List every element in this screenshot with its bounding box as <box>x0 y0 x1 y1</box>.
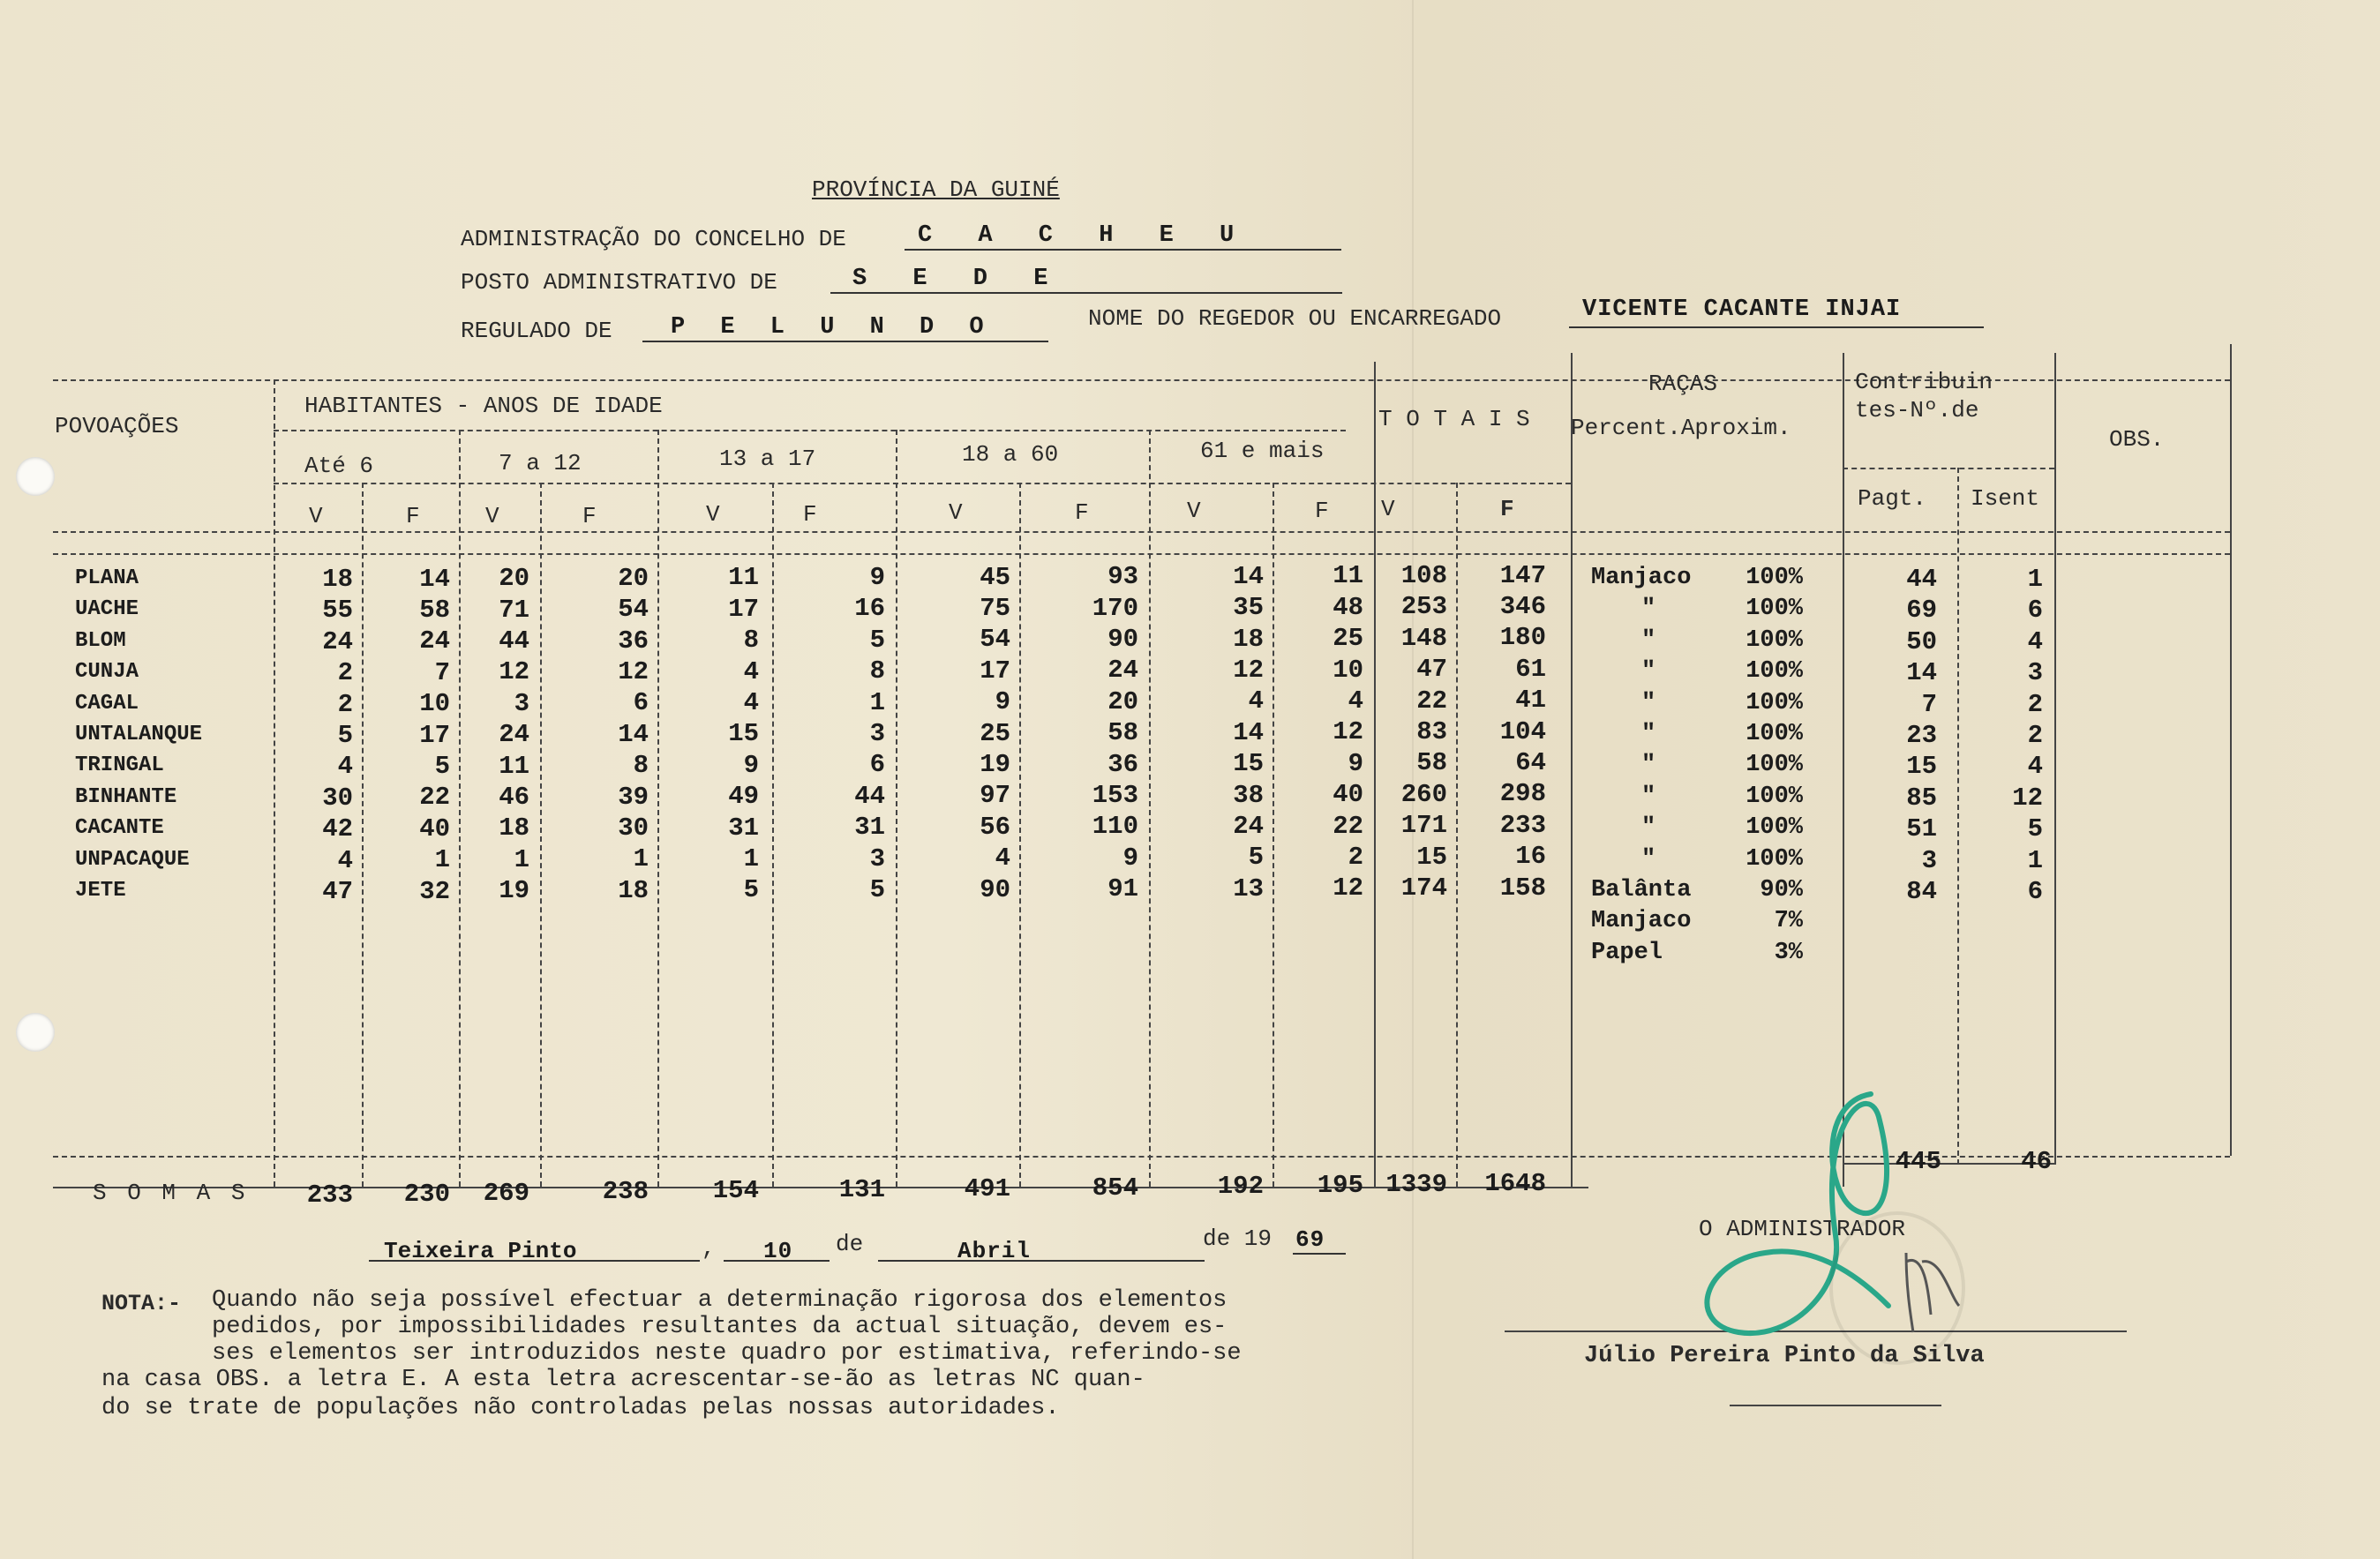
table-cell: 35 <box>1233 593 1264 623</box>
row-isent: 6 <box>2027 596 2043 626</box>
nota-line-1: pedidos, por impossibilidades resultantes da actual situação, devem es- <box>212 1314 1228 1340</box>
table-cell: 298 <box>1499 779 1546 809</box>
concelho-label: ADMINISTRAÇÃO DO CONCELHO DE <box>461 226 846 252</box>
row-percent: 100% <box>1746 814 1803 842</box>
de-label: de <box>836 1231 864 1257</box>
row-isent: 12 <box>2012 783 2043 813</box>
punch-hole-bottom <box>16 1013 55 1052</box>
table-cell: 10 <box>1333 655 1363 685</box>
row-isent: 2 <box>2027 689 2043 719</box>
age-group-2: 13 a 17 <box>719 446 816 472</box>
table-cell: 9 <box>995 687 1010 717</box>
table-cell: 18 <box>1233 624 1264 654</box>
table-cell: 5 <box>434 752 450 781</box>
table-cell: 48 <box>1333 592 1363 622</box>
nota-line-3: na casa OBS. a letra E. A esta letra acrescentar-se-ão as letras NC quan- <box>101 1367 1145 1393</box>
obs-header: OBS. <box>2109 426 2165 453</box>
extra-race-percent: 3% <box>1774 939 1803 966</box>
nota-line-0: Quando não seja possível efectuar a determinação rigorosa dos elementos <box>212 1287 1228 1314</box>
extra-race: Papel <box>1591 939 1663 966</box>
somas-cell: 195 <box>1317 1171 1363 1201</box>
somas-cell: 1648 <box>1484 1168 1546 1198</box>
row-isent: 6 <box>2027 877 2043 906</box>
table-cell: 38 <box>1233 780 1264 810</box>
comma: , <box>702 1235 716 1262</box>
table-cell: 9 <box>1122 843 1138 873</box>
table-cell: 104 <box>1499 716 1546 746</box>
f-col-total: F <box>1500 496 1514 522</box>
somas-cell: 1339 <box>1385 1170 1447 1199</box>
row-percent: 100% <box>1746 565 1803 591</box>
punch-hole-top <box>16 457 55 496</box>
table-cell: 11 <box>728 563 759 593</box>
regulado-label: REGULADO DE <box>461 318 612 344</box>
table-cell: 36 <box>618 626 649 656</box>
row-pagt: 69 <box>1906 596 1937 626</box>
isent-header: Isent <box>1971 485 2040 512</box>
table-cell: 24 <box>499 720 529 750</box>
table-cell: 2 <box>337 658 353 688</box>
table-cell: 12 <box>1333 873 1363 903</box>
table-cell: 55 <box>322 596 353 626</box>
table-cell: 97 <box>980 781 1010 811</box>
table-cell: 36 <box>1107 749 1138 779</box>
table-cell: 17 <box>980 656 1010 686</box>
v-col-4: V <box>1187 498 1201 524</box>
v-col-total: V <box>1381 496 1395 522</box>
racas-header: RAÇAS <box>1648 371 1718 397</box>
table-cell: 49 <box>728 782 759 812</box>
nota-line-4: do se trate de populações não controladas pelas nossas autoridades. <box>101 1395 1060 1421</box>
posto-label: POSTO ADMINISTRATIVO DE <box>461 269 777 296</box>
row-pagt: 3 <box>1921 845 1937 875</box>
table-cell: 71 <box>499 595 529 625</box>
regedor-label: NOME DO REGEDOR OU ENCARREGADO <box>1088 305 1502 332</box>
habitantes-header: HABITANTES - ANOS DE IDADE <box>304 393 663 419</box>
f-col-0: F <box>406 503 420 529</box>
table-cell: 174 <box>1400 873 1447 903</box>
administrador-label: O ADMINISTRADOR <box>1699 1216 1906 1242</box>
somas-cell: 154 <box>712 1176 759 1206</box>
isent-total: 46 <box>2021 1147 2052 1176</box>
table-cell: 83 <box>1416 717 1447 746</box>
table-cell: 90 <box>1107 625 1138 654</box>
table-cell: 58 <box>1416 748 1447 778</box>
f-col-2: F <box>803 501 817 528</box>
table-cell: 4 <box>995 843 1010 873</box>
table-cell: 15 <box>728 719 759 749</box>
table-cell: 108 <box>1400 561 1447 590</box>
somas-cell: 131 <box>838 1175 885 1204</box>
regedor-value: VICENTE CACANTE INJAI <box>1582 296 1902 323</box>
row-isent: 4 <box>2027 752 2043 782</box>
table-cell: 20 <box>499 564 529 594</box>
row-name: JETE <box>75 879 126 903</box>
table-cell: 16 <box>1515 842 1546 872</box>
extra-race-percent: 7% <box>1774 908 1803 935</box>
contrib-header-2: tes-Nº.de <box>1855 397 1979 423</box>
table-cell: 58 <box>419 596 450 625</box>
row-percent: 100% <box>1746 596 1803 623</box>
nota-line-2: ses elementos ser introduzidos neste quadro por estimativa, referindo-se <box>212 1340 1242 1367</box>
row-isent: 5 <box>2027 814 2043 844</box>
v-col-0: V <box>309 503 323 529</box>
somas-cell: 269 <box>483 1178 529 1208</box>
table-cell: 1 <box>514 844 529 874</box>
table-cell: 17 <box>419 720 450 750</box>
somas-cell: 238 <box>602 1177 649 1207</box>
table-cell: 233 <box>1499 810 1546 840</box>
regulado-value: P E L U N D O <box>671 314 995 341</box>
table-cell: 22 <box>419 783 450 813</box>
row-race: " <box>1641 752 1656 779</box>
row-race: " <box>1641 783 1656 810</box>
table-cell: 41 <box>1515 686 1546 716</box>
table-cell: 260 <box>1400 779 1447 809</box>
table-cell: 6 <box>869 750 885 780</box>
table-cell: 13 <box>1233 873 1264 903</box>
row-name: UNTALANQUE <box>75 723 203 746</box>
somas-cell: 854 <box>1092 1173 1138 1203</box>
table-cell: 20 <box>1107 686 1138 716</box>
table-cell: 5 <box>743 875 759 905</box>
table-cell: 15 <box>1416 842 1447 872</box>
table-cell: 39 <box>618 782 649 812</box>
table-cell: 14 <box>1233 717 1264 747</box>
row-percent: 100% <box>1746 845 1803 873</box>
row-pagt: 15 <box>1906 752 1937 782</box>
table-cell: 22 <box>1333 811 1363 841</box>
table-cell: 7 <box>434 657 450 687</box>
row-pagt: 85 <box>1906 783 1937 813</box>
row-name: UNPACAQUE <box>75 847 190 872</box>
row-percent: 100% <box>1746 752 1803 779</box>
table-cell: 30 <box>322 783 353 813</box>
table-cell: 3 <box>869 843 885 873</box>
table-cell: 4 <box>1348 686 1363 716</box>
table-cell: 12 <box>1333 717 1363 747</box>
row-percent: 90% <box>1760 877 1803 903</box>
extra-race: Manjaco <box>1591 908 1692 935</box>
table-cell: 9 <box>1348 748 1363 778</box>
table-cell: 44 <box>499 626 529 656</box>
province-title: PROVÍNCIA DA GUINÉ <box>812 176 1060 203</box>
somas-label: S O M A S <box>93 1180 249 1206</box>
row-pagt: 14 <box>1906 658 1937 688</box>
row-pagt: 51 <box>1906 814 1937 844</box>
table-cell: 5 <box>337 721 353 750</box>
table-cell: 4 <box>337 845 353 875</box>
table-cell: 61 <box>1515 654 1546 684</box>
row-name: BINHANTE <box>75 784 177 809</box>
table-cell: 54 <box>618 595 649 625</box>
row-isent: 4 <box>2027 626 2043 656</box>
row-isent: 3 <box>2027 658 2043 688</box>
table-cell: 90 <box>980 874 1010 904</box>
table-cell: 19 <box>980 750 1010 779</box>
table-cell: 4 <box>337 752 353 782</box>
table-cell: 58 <box>1107 718 1138 748</box>
concelho-value: C A C H E U <box>918 222 1250 249</box>
f-col-3: F <box>1075 499 1089 526</box>
table-cell: 15 <box>1233 749 1264 779</box>
table-cell: 40 <box>419 813 450 843</box>
row-race: " <box>1641 689 1656 716</box>
table-cell: 18 <box>322 565 353 594</box>
totais-header: T O T A I S <box>1378 406 1530 432</box>
table-cell: 22 <box>1416 686 1447 716</box>
row-race: " <box>1641 845 1656 873</box>
row-race: Manjaco <box>1591 565 1692 591</box>
table-cell: 9 <box>743 750 759 780</box>
row-percent: 100% <box>1746 658 1803 686</box>
table-cell: 25 <box>980 718 1010 748</box>
table-cell: 18 <box>499 813 529 843</box>
table-cell: 19 <box>499 876 529 906</box>
table-cell: 12 <box>499 657 529 687</box>
somas-cell: 230 <box>403 1179 450 1209</box>
table-cell: 8 <box>869 656 885 686</box>
table-cell: 31 <box>854 813 885 843</box>
v-col-2: V <box>706 501 720 528</box>
age-group-4: 61 e mais <box>1200 438 1325 464</box>
table-cell: 14 <box>419 564 450 594</box>
table-cell: 12 <box>618 657 649 686</box>
row-race: " <box>1641 658 1656 686</box>
table-cell: 25 <box>1333 624 1363 654</box>
table-cell: 31 <box>728 813 759 843</box>
row-name: CUNJA <box>75 660 139 685</box>
signature <box>1686 1085 1977 1385</box>
table-cell: 5 <box>869 875 885 904</box>
table-cell: 24 <box>419 626 450 656</box>
row-race: " <box>1641 596 1656 623</box>
table-cell: 20 <box>618 563 649 593</box>
table-cell: 4 <box>743 656 759 686</box>
table-cell: 2 <box>1348 843 1363 872</box>
age-group-3: 18 a 60 <box>962 441 1059 468</box>
table-cell: 148 <box>1400 623 1447 653</box>
table-cell: 8 <box>633 751 649 781</box>
table-cell: 158 <box>1499 873 1546 903</box>
table-cell: 45 <box>980 562 1010 592</box>
table-cell: 11 <box>1333 561 1363 591</box>
administrador-name: Júlio Pereira Pinto da Silva <box>1584 1343 1985 1369</box>
age-group-0: Até 6 <box>304 453 374 479</box>
table-cell: 147 <box>1499 560 1546 590</box>
table-cell: 56 <box>980 812 1010 842</box>
row-name: CAGAL <box>75 691 139 716</box>
table-cell: 253 <box>1400 592 1447 622</box>
row-percent: 100% <box>1746 626 1803 654</box>
table-cell: 93 <box>1107 562 1138 592</box>
row-pagt: 7 <box>1921 689 1937 719</box>
de-year-label: de 19 <box>1203 1225 1273 1252</box>
nota-label: NOTA:- <box>101 1291 182 1316</box>
table-cell: 170 <box>1092 593 1138 623</box>
somas-cell: 233 <box>306 1180 353 1210</box>
table-cell: 44 <box>854 781 885 811</box>
row-percent: 100% <box>1746 783 1803 810</box>
row-name: UACHE <box>75 597 139 622</box>
table-cell: 40 <box>1333 780 1363 810</box>
table-cell: 14 <box>618 719 649 749</box>
table-cell: 75 <box>980 594 1010 623</box>
row-race: Balânta <box>1591 877 1692 903</box>
table-cell: 1 <box>434 845 450 875</box>
table-cell: 1 <box>743 844 759 873</box>
table-cell: 1 <box>633 844 649 874</box>
row-isent: 1 <box>2027 845 2043 875</box>
table-cell: 6 <box>633 688 649 718</box>
row-isent: 2 <box>2027 721 2043 750</box>
racas-sub: Percent.Aproxim. <box>1571 415 1791 441</box>
table-cell: 171 <box>1400 811 1447 841</box>
table-cell: 2 <box>337 689 353 719</box>
row-pagt: 23 <box>1906 721 1937 750</box>
table-cell: 346 <box>1499 592 1546 621</box>
v-col-3: V <box>949 499 963 526</box>
row-race: " <box>1641 721 1656 747</box>
table-cell: 14 <box>1233 561 1264 591</box>
row-name: BLOM <box>75 628 126 653</box>
place-value: Teixeira Pinto <box>384 1238 577 1264</box>
table-cell: 30 <box>618 813 649 843</box>
row-pagt: 84 <box>1906 877 1937 906</box>
table-cell: 3 <box>514 688 529 718</box>
row-race: " <box>1641 626 1656 654</box>
row-percent: 100% <box>1746 689 1803 716</box>
row-percent: 100% <box>1746 721 1803 747</box>
table-cell: 5 <box>869 625 885 655</box>
v-col-1: V <box>485 503 499 529</box>
row-isent: 1 <box>2027 565 2043 594</box>
row-race: " <box>1641 814 1656 842</box>
table-cell: 42 <box>322 814 353 844</box>
row-name: TRINGAL <box>75 753 164 778</box>
row-pagt: 44 <box>1906 565 1937 594</box>
table-cell: 4 <box>743 688 759 717</box>
table-cell: 46 <box>499 783 529 812</box>
table-cell: 24 <box>322 626 353 656</box>
month-value: Abril <box>957 1238 1032 1264</box>
year-value: 69 <box>1295 1226 1325 1253</box>
table-cell: 47 <box>322 877 353 906</box>
table-cell: 47 <box>1416 655 1447 685</box>
pagt-header: Pagt. <box>1858 485 1927 512</box>
table-cell: 18 <box>618 875 649 905</box>
table-cell: 32 <box>419 876 450 906</box>
somas-cell: 491 <box>964 1173 1010 1203</box>
table-cell: 8 <box>743 626 759 656</box>
age-group-1: 7 a 12 <box>499 450 582 476</box>
povoacoes-header: POVOAÇÕES <box>55 413 179 439</box>
table-cell: 64 <box>1515 748 1546 777</box>
table-cell: 12 <box>1233 656 1264 685</box>
table-cell: 54 <box>980 625 1010 655</box>
table-cell: 110 <box>1092 812 1138 842</box>
table-cell: 17 <box>728 594 759 624</box>
table-cell: 4 <box>1248 686 1264 716</box>
f-col-4: F <box>1315 498 1329 524</box>
table-cell: 9 <box>869 563 885 592</box>
table-cell: 1 <box>869 687 885 717</box>
table-cell: 10 <box>419 689 450 719</box>
table-cell: 3 <box>869 719 885 748</box>
pagt-total: 445 <box>1895 1147 1941 1176</box>
somas-cell: 192 <box>1217 1172 1264 1202</box>
day-value: 10 <box>763 1238 793 1264</box>
row-pagt: 50 <box>1906 626 1937 656</box>
table-cell: 24 <box>1107 656 1138 686</box>
table-cell: 16 <box>854 594 885 624</box>
contrib-header-1: Contribuin <box>1855 369 1993 395</box>
row-name: CACANTE <box>75 816 164 841</box>
table-cell: 5 <box>1248 843 1264 873</box>
f-col-1: F <box>582 503 597 529</box>
table-cell: 11 <box>499 751 529 781</box>
posto-value: S E D E <box>852 266 1064 292</box>
table-cell: 180 <box>1499 623 1546 653</box>
table-cell: 91 <box>1107 874 1138 904</box>
table-cell: 24 <box>1233 812 1264 841</box>
row-name: PLANA <box>75 566 139 590</box>
table-cell: 153 <box>1092 781 1138 810</box>
